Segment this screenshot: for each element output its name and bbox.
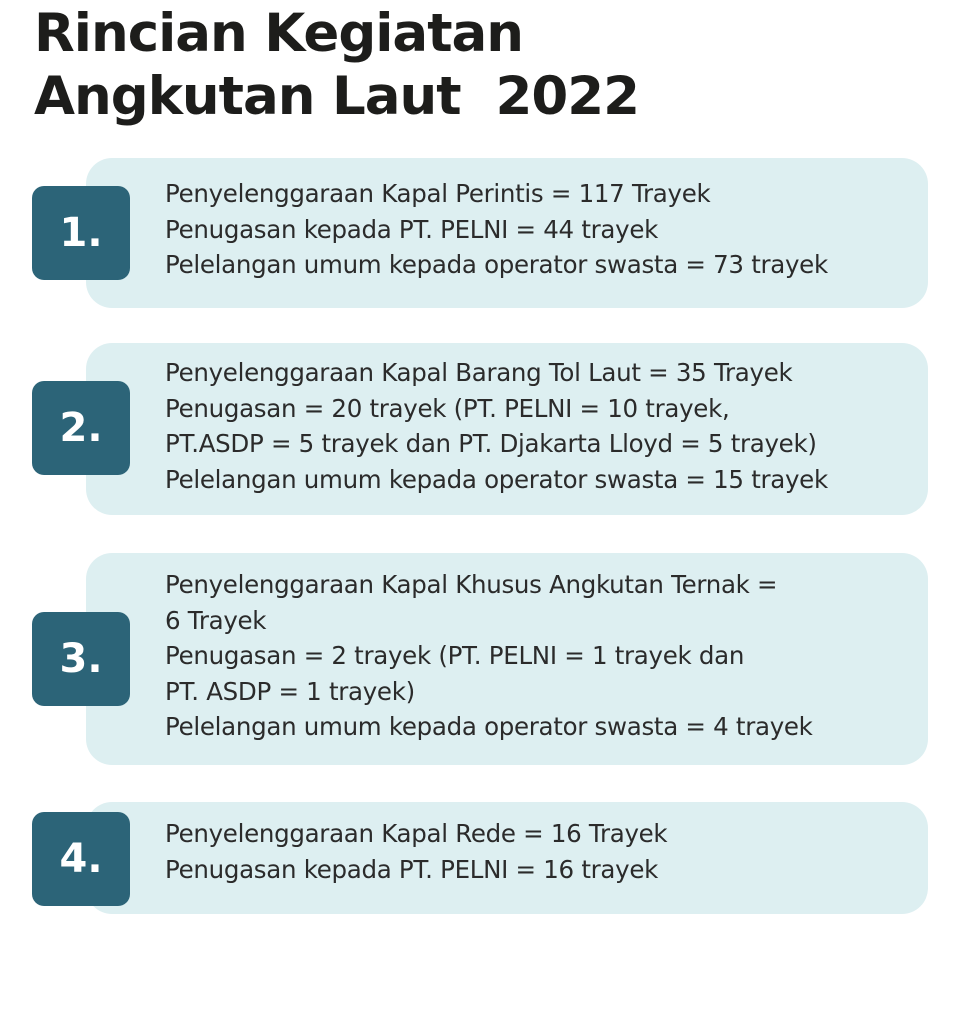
- item-line: Penyelenggaraan Kapal Barang Tol Laut = 35 Trayek: [165, 358, 793, 387]
- item-line: Pelelangan umum kepada operator swasta = 4 trayek: [165, 712, 813, 741]
- item-line: Penugasan kepada PT. PELNI = 16 trayek: [165, 854, 658, 884]
- list-item-1: [32, 158, 928, 308]
- number-badge: 4.: [32, 812, 130, 906]
- item-line: Penyelenggaraan Kapal Rede = 16 Trayek: [165, 819, 668, 848]
- item-line: Pelelangan umum kepada operator swasta = 73 trayek: [165, 250, 828, 279]
- item-line: PT. ASDP = 1 trayek): [165, 676, 415, 706]
- item-line: Penyelenggaraan Kapal Perintis = 117 Trayek: [165, 179, 711, 208]
- item-line: Penugasan kepada PT. PELNI = 44 trayek: [165, 214, 658, 244]
- item-text: [165, 816, 908, 887]
- item-text: [165, 355, 908, 497]
- item-line: Penugasan = 20 trayek (PT. PELNI = 10 trayek,: [165, 393, 730, 423]
- item-text: [165, 567, 908, 745]
- item-line: 6 Trayek: [165, 605, 267, 635]
- list-item-3: [32, 553, 928, 765]
- item-line: Pelelangan umum kepada operator swasta = 15 trayek: [165, 464, 828, 494]
- item-line: Penyelenggaraan Kapal Khusus Angkutan Ternak =: [165, 570, 778, 599]
- number-badge: 1.: [32, 186, 130, 280]
- item-line: PT.ASDP = 5 trayek dan PT. Djakarta Lloyd = 5 trayek): [165, 429, 817, 458]
- number-badge: 2.: [32, 381, 130, 475]
- page-title-line-1: Rincian Kegiatan: [34, 3, 524, 64]
- item-line: Penugasan = 2 trayek (PT. PELNI = 1 trayek dan: [165, 641, 745, 670]
- list-item-4: [32, 802, 928, 914]
- number-badge: 3.: [32, 612, 130, 706]
- page-title-line-2: Angkutan Laut 2022: [34, 66, 639, 127]
- list-item-2: [32, 343, 928, 515]
- page-title: [34, 2, 639, 128]
- item-text: [165, 176, 908, 283]
